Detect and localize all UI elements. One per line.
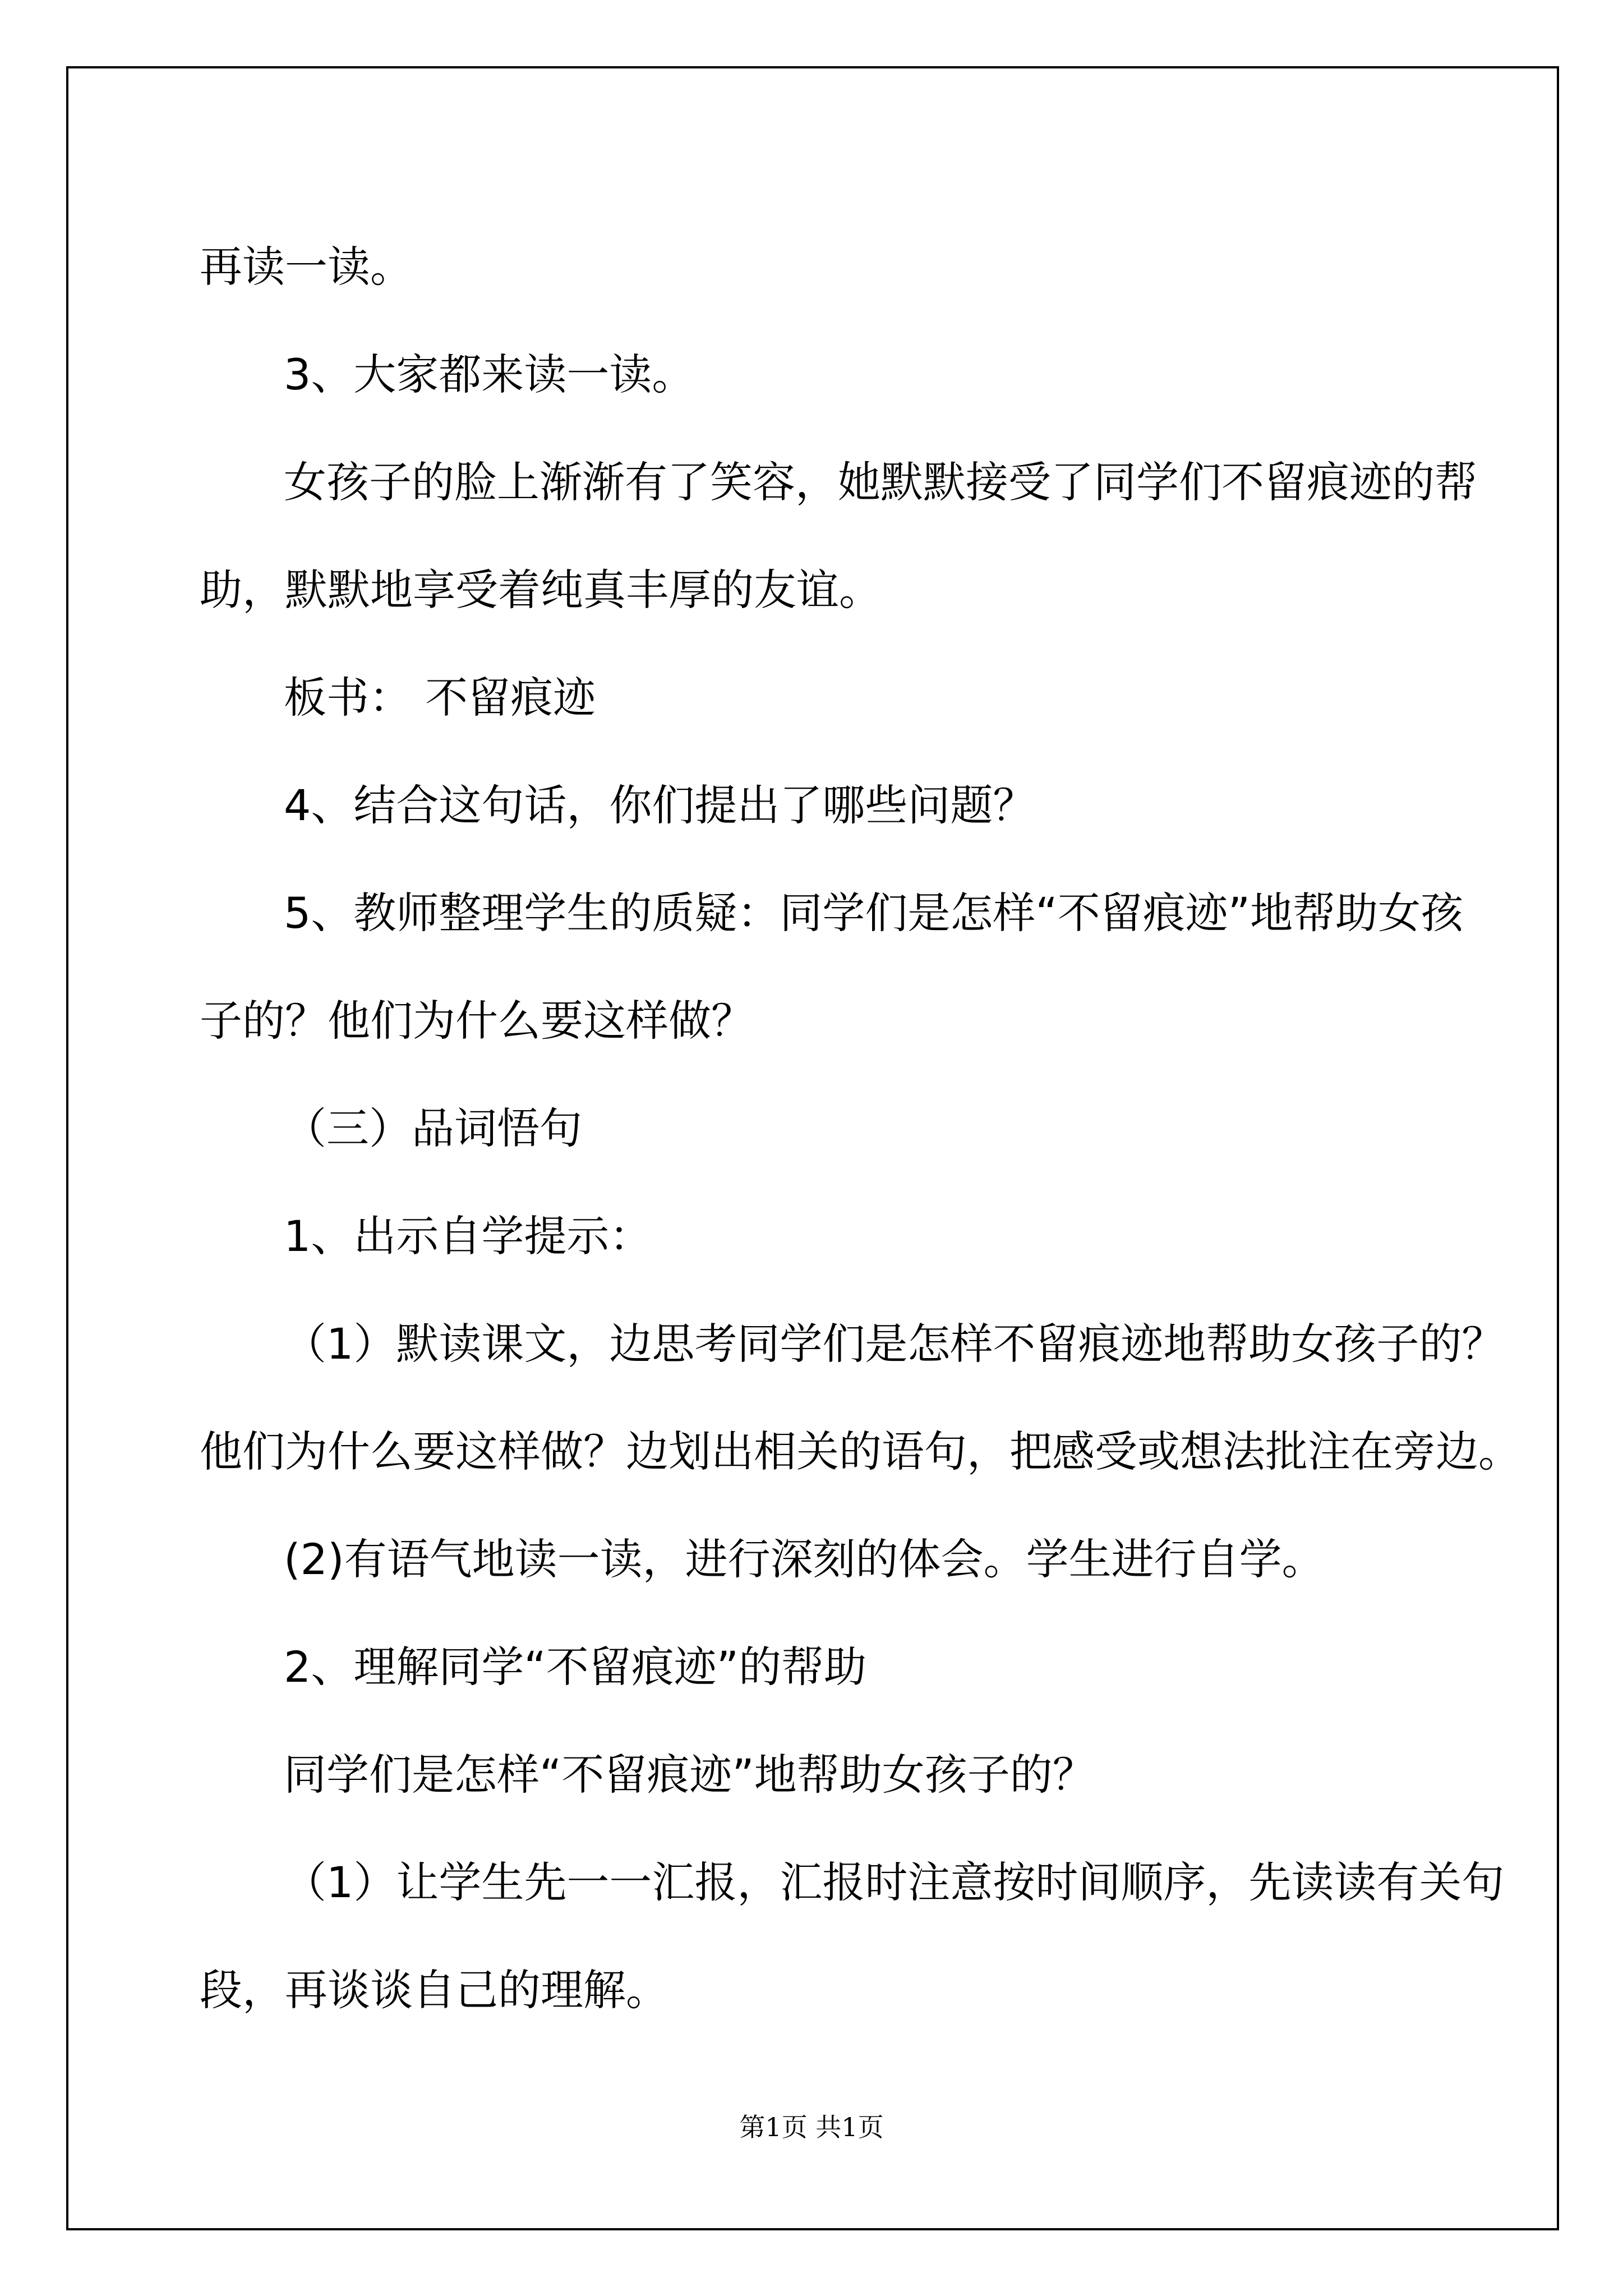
paragraph-10: 1、出示自学提示：	[284, 1211, 652, 1261]
paragraph-11: （1）默读课文，边思考同学们是怎样不留痕迹地帮助女孩子的？	[284, 1319, 1505, 1369]
paragraph-8: 子的？他们为什么要这样做？	[200, 996, 754, 1046]
paragraph-1: 再读一读。	[200, 242, 413, 292]
paragraph-2: 3、大家都来读一读。	[284, 349, 695, 399]
paragraph-4: 助，默默地享受着纯真丰厚的友谊。	[200, 565, 882, 615]
paragraph-12: 他们为什么要这样做？边划出相关的语句，把感受或想法批注在旁边。	[200, 1427, 1521, 1476]
paragraph-13: (2)有语气地读一读，进行深刻的体会。学生进行自学。	[284, 1534, 1325, 1584]
paragraph-17: 段，再谈谈自己的理解。	[200, 1965, 668, 2015]
page-number-footer: 第1页 共1页	[739, 2112, 884, 2142]
paragraph-3: 女孩子的脸上渐渐有了笑容，她默默接受了同学们不留痕迹的帮	[284, 457, 1477, 507]
paragraph-7: 5、教师整理学生的质疑：同学们是怎样“不留痕迹”地帮助女孩	[284, 888, 1464, 938]
paragraph-5: 板书： 不留痕迹	[284, 673, 596, 723]
paragraph-15: 同学们是怎样“不留痕迹”地帮助女孩子的？	[284, 1750, 1095, 1800]
document-body	[200, 213, 1521, 2044]
paragraph-14: 2、理解同学“不留痕迹”的帮助	[284, 1642, 867, 1692]
paragraph-16: （1）让学生先一一汇报，汇报时注意按时间顺序，先读读有关句	[284, 1857, 1505, 1907]
paragraph-6: 4、结合这句话，你们提出了哪些问题？	[284, 780, 1036, 830]
section-heading: （三）品词悟句	[284, 1103, 582, 1153]
